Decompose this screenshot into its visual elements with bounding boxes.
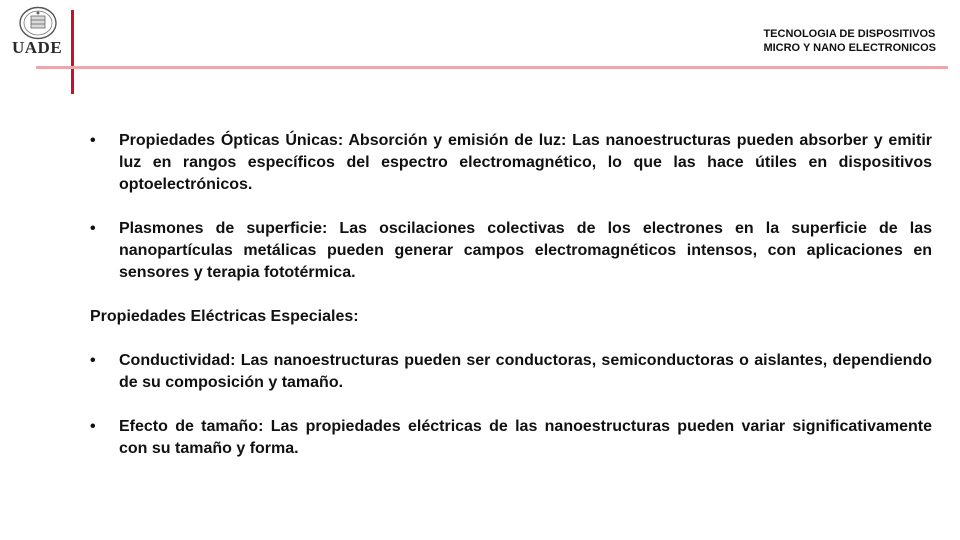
bullet-item-size-effect	[90, 416, 932, 460]
bullet-marker: •	[90, 418, 96, 435]
bullet-text: Plasmones de superficie: Las oscilaciones colectivas de los electrones en la superficie de las nanopartículas metálicas pueden generar campos electromagnéticos intensos, con aplicaciones en sensores y terapia fototérmica.	[119, 220, 932, 281]
course-title-line-1: TECNOLOGIA DE DISPOSITIVOS	[763, 28, 936, 40]
course-title-line-2: MICRO Y NANO ELECTRONICOS	[763, 42, 936, 54]
header-horizontal-divider	[36, 66, 948, 69]
bullet-marker: •	[90, 352, 96, 369]
bullet-marker: •	[90, 132, 96, 149]
bullet-text: Efecto de tamaño: Las propiedades eléctricas de las nanoestructuras pueden variar significativamente con su tamaño y forma.	[119, 418, 932, 457]
bullet-marker: •	[90, 220, 96, 237]
bullet-item-plasmons	[90, 218, 932, 284]
slide-content	[90, 130, 932, 482]
bullet-text: Conductividad: Las nanoestructuras pueden ser conductoras, semiconductoras o aislantes, dependiendo de su composición y tamaño.	[119, 352, 932, 391]
section-heading: Propiedades Eléctricas Especiales:	[90, 308, 359, 325]
bullet-item-conductivity	[90, 350, 932, 394]
course-title	[763, 27, 936, 55]
logo-wordmark: UADE	[12, 38, 63, 57]
uade-logo	[10, 6, 66, 58]
bullet-text: Propiedades Ópticas Únicas: Absorción y emisión de luz: Las nanoestructuras pueden absorber y emitir luz en rangos específicos del espectro electromagnético, lo que las hace útiles en dispositivos optoelectrónicos.	[119, 132, 932, 193]
bullet-item-optical	[90, 130, 932, 196]
header-vertical-divider	[71, 10, 74, 94]
university-seal-icon	[18, 6, 58, 40]
